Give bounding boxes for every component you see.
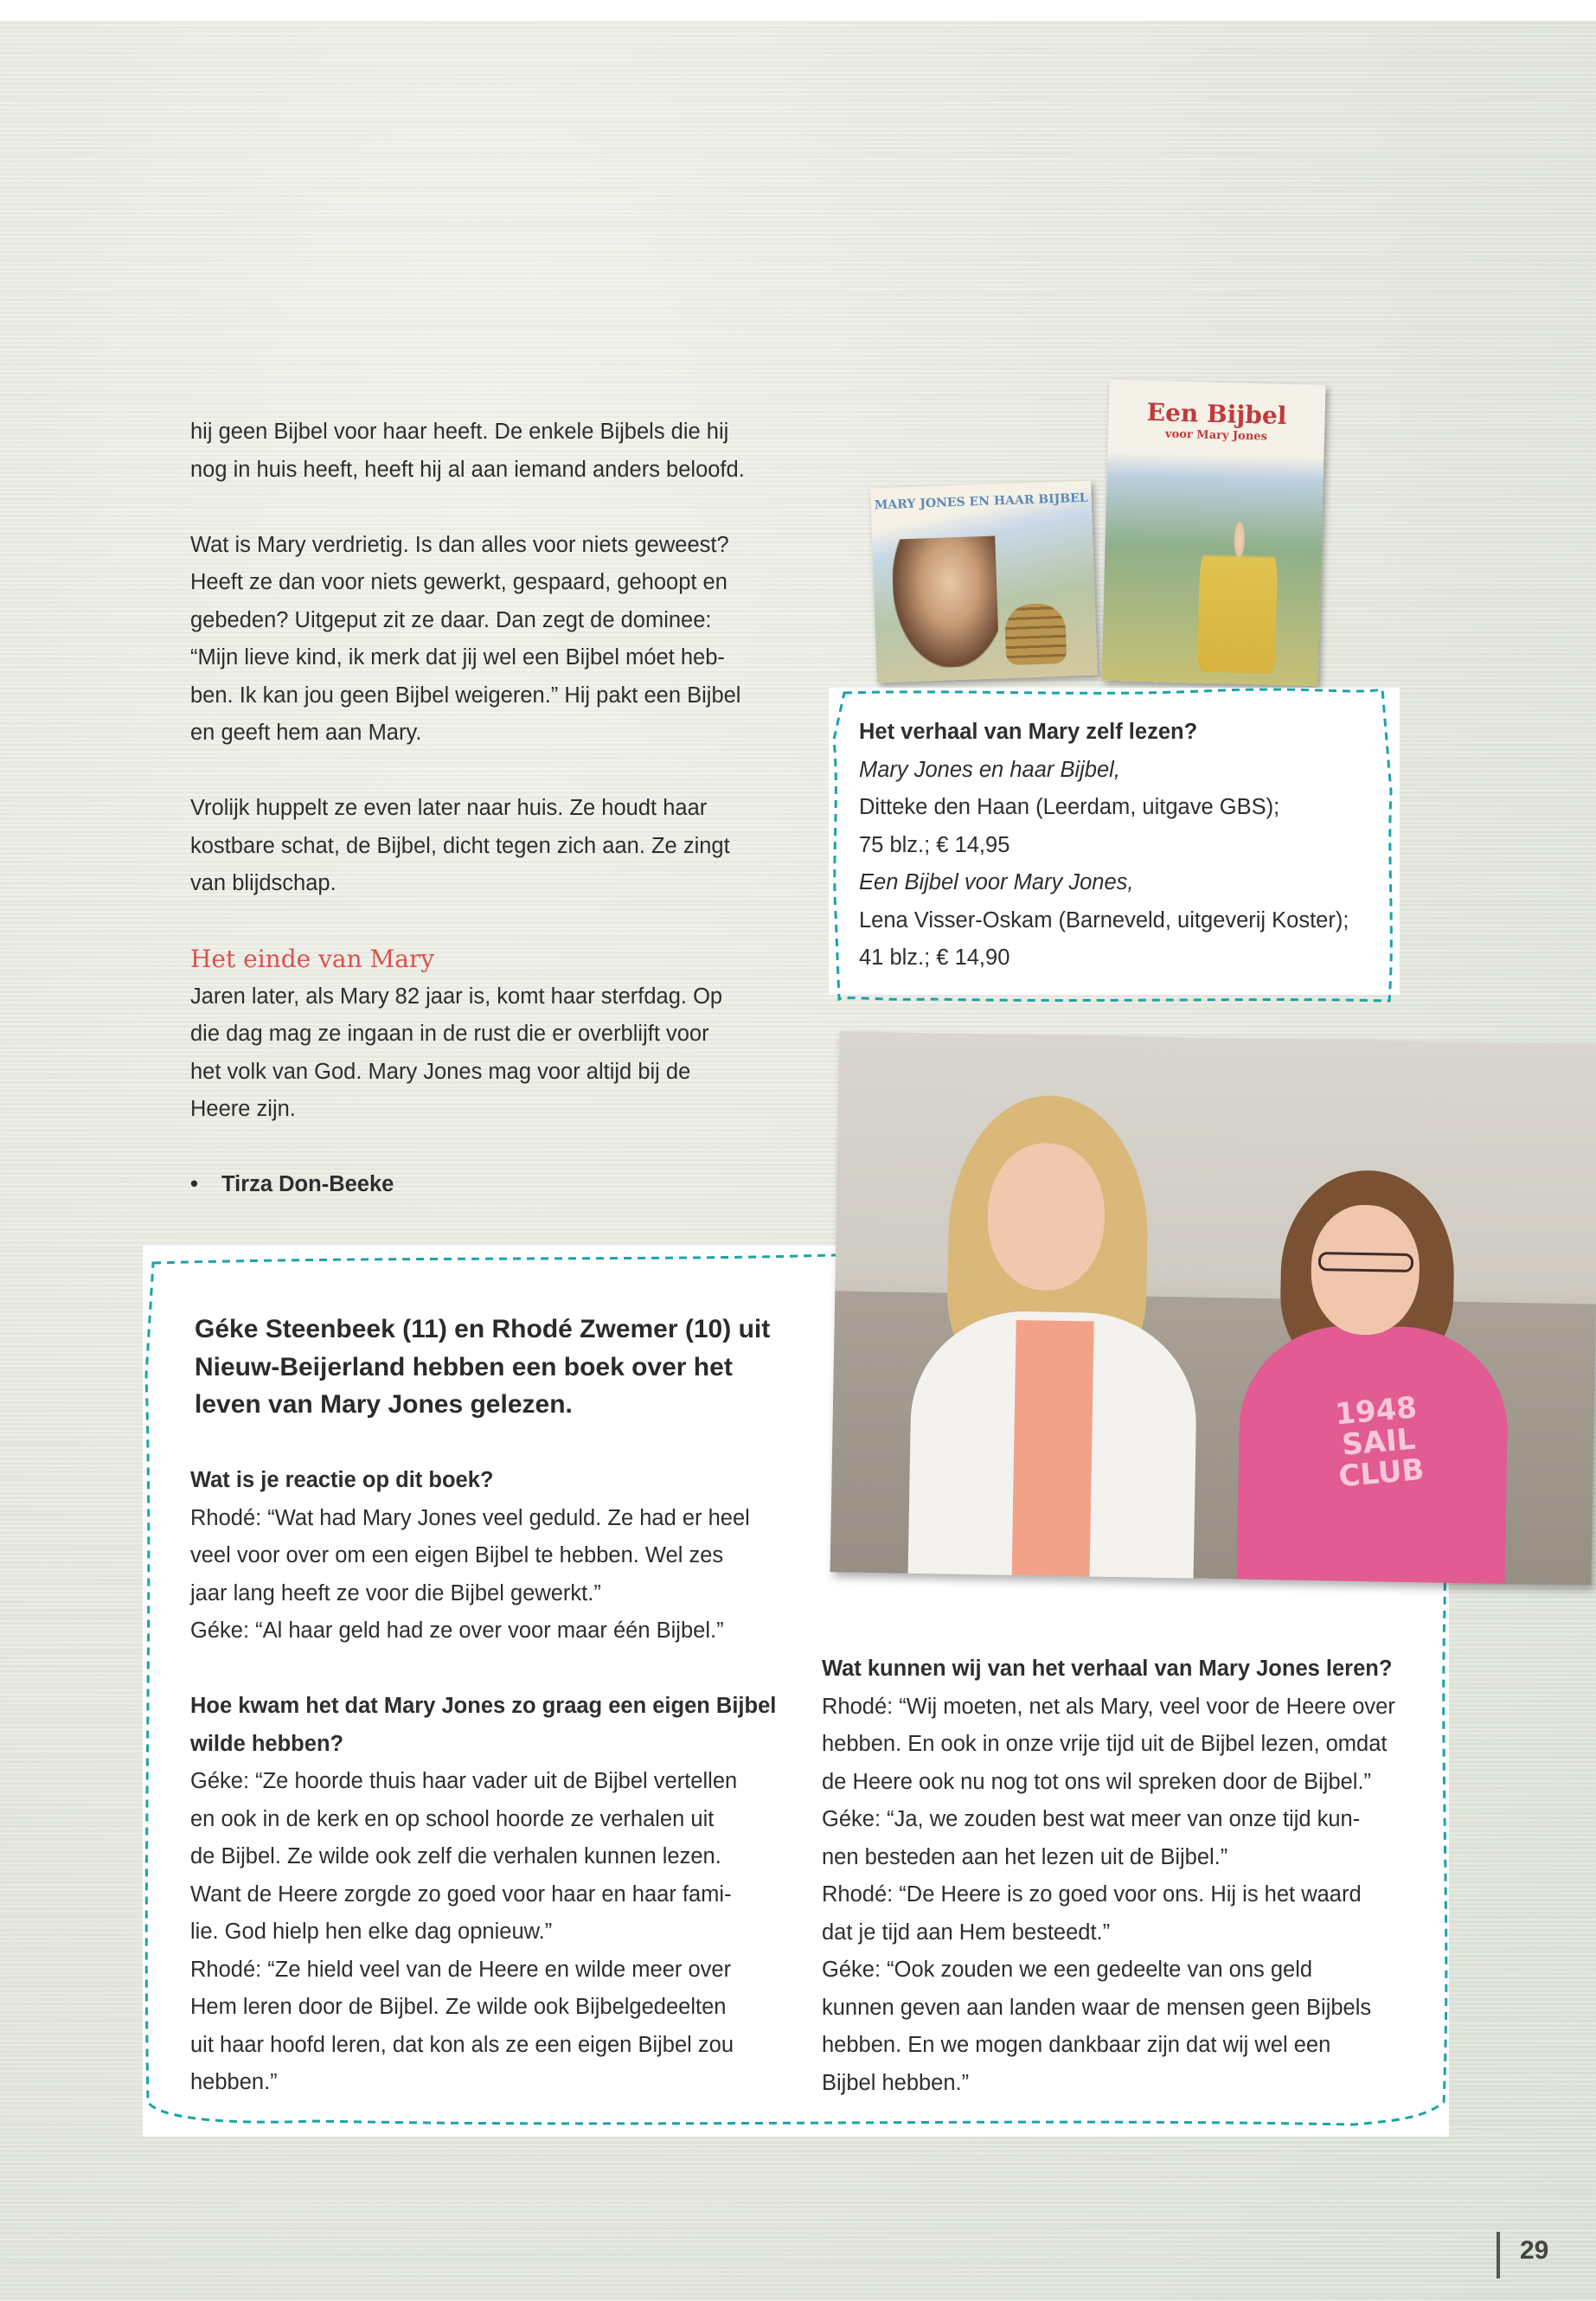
answer-line: Hem leren door de Bijbel. Ze wilde ook Bijbelgedeelten <box>190 1995 727 2019</box>
answer-line: dat je tijd aan Hem besteedt.” <box>822 1920 1111 1945</box>
interview-left-column <box>190 1462 796 2102</box>
book1-illustration <box>891 536 999 670</box>
book2-author: Lena Visser-Oskam (Barneveld, uitgeverij Koster); <box>859 907 1349 933</box>
glasses <box>1318 1252 1413 1272</box>
book2-subtitle: voor Mary Jones <box>1164 427 1268 444</box>
answer-line: Rhodé: “De Heere is zo goed voor ons. Hij is het waard <box>822 1882 1362 1907</box>
book-info-content <box>859 714 1349 977</box>
answer-line: Rhodé: “Wij moeten, net als Mary, veel voor de Heere over <box>822 1694 1395 1719</box>
answer-line: de Heere ook nu nog tot ons wil spreken door de Bijbel.” <box>822 1769 1372 1794</box>
article-line: ben. Ik kan jou geen Bijbel weigeren.” Hij pakt een Bijbel <box>190 683 741 708</box>
book2-price: 41 blz.; € 14,90 <box>859 945 1010 970</box>
top-margin <box>0 0 1596 21</box>
article-line: kostbare schat, de Bijbel, dicht tegen zich aan. Ze zingt <box>190 833 730 858</box>
answer-line: lie. God hielp hen elke dag opnieuw.” <box>190 1920 553 1944</box>
answer-line: en ook in de kerk en op school hoorde ze verhalen uit <box>190 1806 715 1831</box>
interview-lede <box>195 1311 817 1424</box>
beehive-illustration <box>1004 603 1067 665</box>
author-name: Tirza Don-Beeke <box>221 1172 394 1196</box>
question: Wat kunnen wij van het verhaal van Mary Jones leren? <box>822 1657 1393 1681</box>
book2-title: Een Bijbel <box>1146 397 1287 431</box>
article-line: en geeft hem aan Mary. <box>190 721 422 745</box>
page-number-divider <box>1497 2232 1500 2279</box>
answer-line: jaar lang heeft ze voor die Bijbel gewerkt.” <box>190 1580 601 1606</box>
answer-line: Géke: “Ook zouden we een gedeelte van ons geld <box>822 1958 1313 1982</box>
answer-line: Bijbel hebben.” <box>822 2070 970 2095</box>
book1-title: MARY JONES EN HAAR BIJBEL <box>874 490 1088 513</box>
answer-line: hebben. En ook in onze vrije tijd uit de Bijbel lezen, omdat <box>822 1732 1388 1756</box>
article-body <box>190 413 796 1204</box>
answer-line: kunnen geven aan landen waar de mensen geen Bijbels <box>822 1995 1372 2020</box>
article-line: die dag mag ze ingaan in de rust die er overblijft voor <box>190 1022 709 1046</box>
article-line: het volk van God. Mary Jones mag voor altijd bij de <box>190 1059 691 1084</box>
page-number: 29 <box>1520 2236 1549 2265</box>
shirt <box>1011 1320 1093 1581</box>
book-info-title: Het verhaal van Mary zelf lezen? <box>859 720 1198 744</box>
article-line: “Mijn lieve kind, ik merk dat jij wel een Bijbel móet heb- <box>190 645 725 670</box>
question: wilde hebben? <box>190 1731 344 1756</box>
question: Wat is je reactie op dit boek? <box>190 1468 494 1492</box>
girl-left <box>908 1093 1202 1583</box>
section-heading: Het einde van Mary <box>190 945 435 973</box>
lede-line: leven van Mary Jones gelezen. <box>195 1390 573 1419</box>
answer-line: Want de Heere zorgde zo goed voor haar en haar fami- <box>190 1881 732 1907</box>
article-line: gebeden? Uitgeput zit ze daar. Dan zegt de dominee: <box>190 607 712 632</box>
answer-line: de Bijbel. Ze wilde ook zelf die verhalen kunnen lezen. <box>190 1844 721 1868</box>
article-line: hij geen Bijbel voor haar heeft. De enkele Bijbels die hij <box>190 420 729 444</box>
article-line: nog in huis heeft, heeft hij al aan iemand anders beloofd. <box>190 457 745 482</box>
book1-name: Mary Jones en haar Bijbel, <box>859 757 1120 782</box>
answer-line: Géke: “Al haar geld had ze over voor maar één Bijbel.” <box>190 1618 724 1643</box>
answer-line: Rhodé: “Ze hield veel van de Heere en wilde meer over <box>190 1957 732 1982</box>
answer-line: Rhodé: “Wat had Mary Jones veel geduld. Ze had er heel <box>190 1505 750 1530</box>
question: Hoe kwam het dat Mary Jones zo graag een eigen Bijbel <box>190 1694 777 1718</box>
article-line: Vrolijk huppelt ze even later naar huis. Ze houdt haar <box>190 796 708 820</box>
article-line: Heere zijn. <box>190 1097 296 1121</box>
lede-line: Géke Steenbeek (11) en Rhodé Zwemer (10) uit <box>195 1315 771 1343</box>
photo-girls-on-sofa <box>830 1031 1596 1585</box>
girl-right <box>1236 1169 1511 1586</box>
answer-line: Géke: “Ze hoorde thuis haar vader uit de Bijbel vertellen <box>190 1769 738 1793</box>
book-cover-een-bijbel-voor-mary-jones <box>1101 380 1325 686</box>
article-line: Heeft ze dan voor niets gewerkt, gespaard, gehoopt en <box>190 570 727 594</box>
answer-line: Géke: “Ja, we zouden best wat meer van onze tijd kun- <box>822 1807 1361 1831</box>
book1-price: 75 blz.; € 14,95 <box>859 832 1010 857</box>
book-cover-mary-jones-en-haar-bijbel <box>870 481 1098 683</box>
interview-right-column <box>822 1650 1427 2102</box>
bullet-icon: • <box>190 1172 198 1196</box>
answer-line: hebben.” <box>190 2070 278 2094</box>
lede-line: Nieuw-Beijerland hebben een boek over het <box>195 1352 733 1381</box>
answer-line: uit haar hoofd leren, dat kon als ze een eigen Bijbel zou <box>190 2032 734 2057</box>
article-line: Jaren later, als Mary 82 jaar is, komt haar sterfdag. Op <box>190 984 723 1009</box>
book1-author: Ditteke den Haan (Leerdam, uitgave GBS); <box>859 795 1280 819</box>
answer-line: veel voor over om een eigen Bijbel te hebben. Wel zes <box>190 1543 724 1567</box>
article-line: van blijdschap. <box>190 871 337 895</box>
face <box>986 1142 1106 1291</box>
article-line: Wat is Mary verdrietig. Is dan alles voor niets geweest? <box>190 532 729 557</box>
book2-illustration <box>1197 521 1279 674</box>
answer-line: hebben. En we mogen dankbaar zijn dat wij wel een <box>822 2033 1331 2057</box>
book2-name: Een Bijbel voor Mary Jones, <box>859 870 1134 894</box>
book-info-box <box>829 688 1400 995</box>
author-byline <box>190 1166 796 1204</box>
hoodie-print: 1948 SAIL CLUB <box>1333 1390 1426 1495</box>
answer-line: nen besteden aan het lezen uit de Bijbel.” <box>822 1844 1228 1869</box>
